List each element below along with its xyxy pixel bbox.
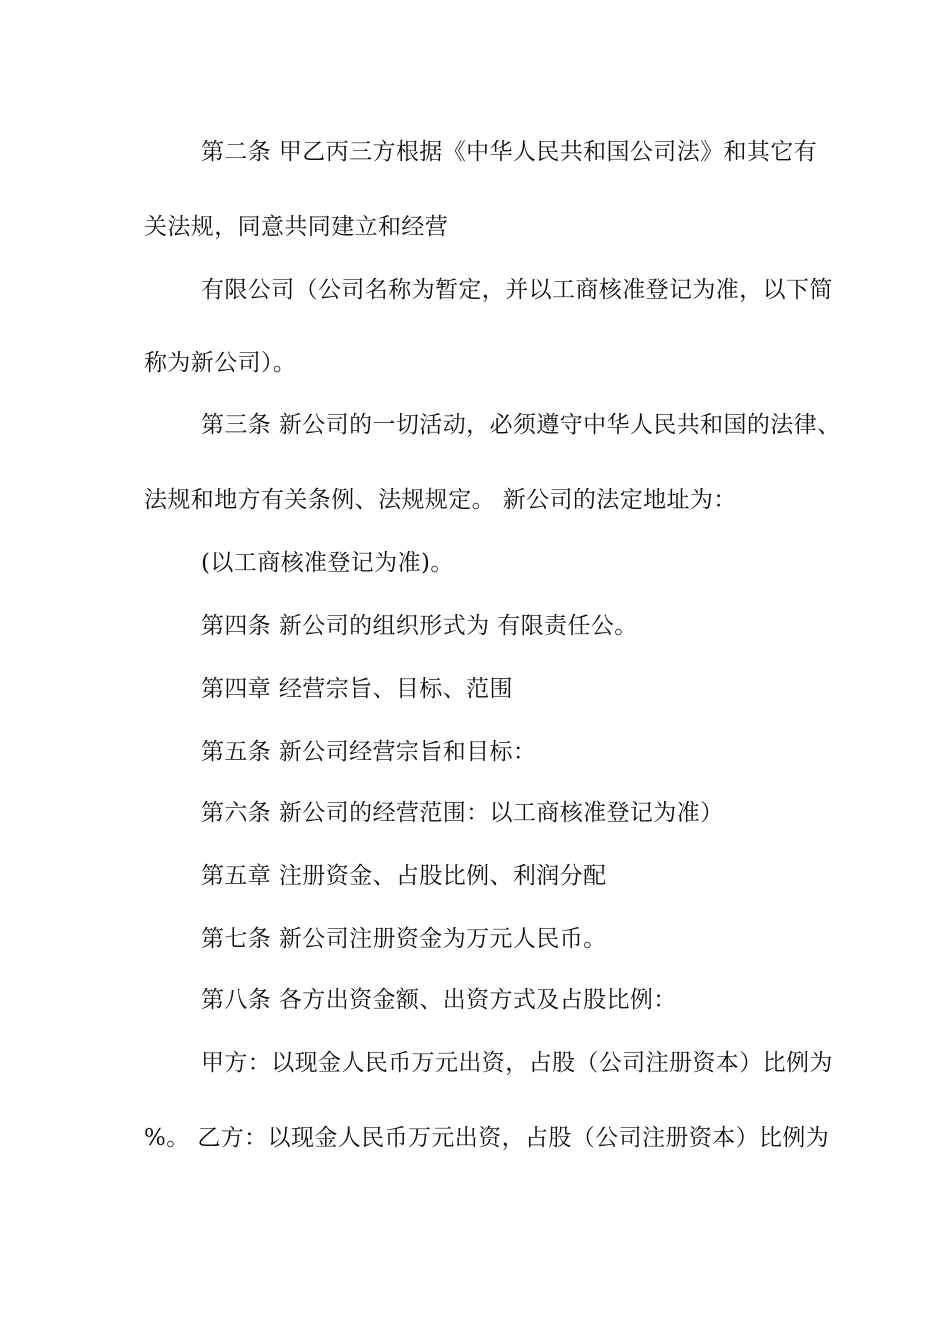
company-name-line-1: 有限公司（公司名称为暂定，并以工商核准登记为准，以下简 — [201, 277, 833, 303]
party-a-contribution: 甲方：以现金人民币万元出资，占股（公司注册资本）比例为 — [201, 1050, 833, 1076]
legal-address-note: (以工商核准登记为准)。 — [201, 550, 454, 576]
article-2-line-2: 关法规，同意共同建立和经营 — [144, 214, 449, 240]
article-2-line-1: 第二条 甲乙丙三方根据《中华人民共和国公司法》和其它有 — [201, 139, 818, 165]
chapter-4-heading: 第四章 经营宗旨、目标、范围 — [201, 676, 513, 702]
article-8: 第八条 各方出资金额、出资方式及占股比例： — [201, 987, 677, 1013]
article-3-line-1: 第三条 新公司的一切活动，必须遵守中华人民共和国的法律、 — [201, 412, 841, 438]
article-7: 第七条 新公司注册资金为万元人民币。 — [201, 926, 607, 952]
article-4: 第四条 新公司的组织形式为 有限责任公。 — [201, 613, 638, 639]
party-b-contribution: %。 乙方：以现金人民币万元出资，占股（公司注册资本）比例为 — [144, 1125, 830, 1151]
company-name-line-2: 称为新公司）。 — [144, 350, 297, 376]
article-6: 第六条 新公司的经营范围：以工商核准登记为准） — [201, 800, 724, 826]
chapter-5-heading: 第五章 注册资金、占股比例、利润分配 — [201, 863, 607, 889]
article-5: 第五条 新公司经营宗旨和目标： — [201, 739, 537, 765]
article-3-line-2: 法规和地方有关条例、法规规定。 新公司的法定地址为： — [144, 487, 737, 513]
